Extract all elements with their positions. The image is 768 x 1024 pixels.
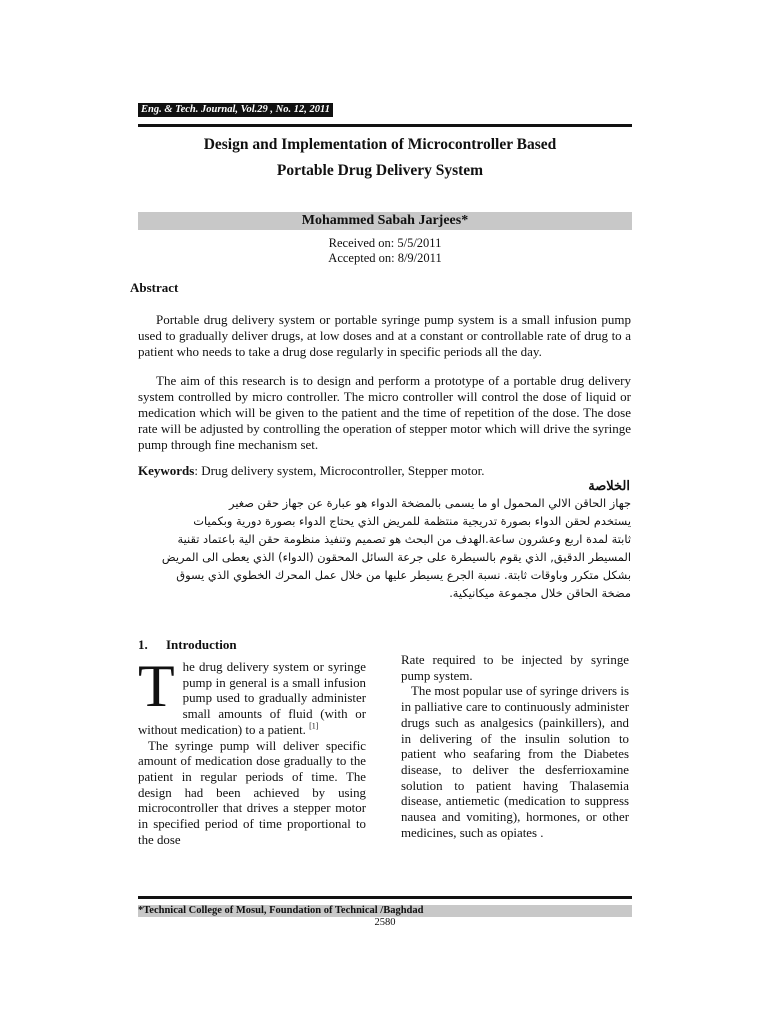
introduction-heading	[138, 637, 237, 653]
author-bar	[138, 212, 632, 230]
journal-header: Eng. & Tech. Journal, Vol.29 , No. 12, 2011	[138, 103, 333, 117]
abstract-paragraph-2: The aim of this research is to design and perform a prototype of a portable drug delivery system controlled by micro controller. The micro controller will control the dose of liquid or medication which will be given to the patient and the time of repetition of the dose. The dose rate will be adjusted by controlling the operation of stepper motor which will drive the syringe pump through fine mechanism set.	[138, 373, 631, 452]
abstract-heading: Abstract	[130, 280, 179, 295]
section-number: 1.	[138, 637, 148, 652]
arabic-line: بشكل متكرر وباوقات ثابتة. نسبة الجرع يسيطر عليها من خلال عمل المحرك الخطوي الذي يسوق	[176, 568, 631, 582]
intro-right-column	[401, 653, 629, 841]
page-number: 2580	[374, 917, 396, 928]
paper-title-line-2: Portable Drug Delivery System	[276, 162, 484, 179]
arabic-line: المسيطر الدقيق, الذي يقوم بالسيطرة على جرعة السائل المحقون (الدواء) الذي يعطى الى المريض	[161, 550, 631, 564]
header-rule	[138, 124, 632, 127]
arabic-line: جهاز الحاقن الالي المحمول او ما يسمى بالمضخة الدواء هو عبارة عن جهاز حقن صغير	[229, 496, 631, 510]
intro-right-paragraph-2: The most popular use of syringe drivers is in palliative care to continuously administer drugs such as analgesics (painkillers), and in delivering of the insulin solution to patient who seafaring from the Diabetes disease, to deliver the desferrioxamine solution to patient having Thalasemia disease, antiemetic (medication to suppress nausea and vomiting), hormones, or other medicines, such as opiates .	[401, 684, 629, 840]
footer-bar	[138, 905, 632, 917]
abstract-paragraph-1: Portable drug delivery system or portable syringe pump system is a small infusion pump used to gradually deliver drugs, at low doses and at a constant or controllable rate of drug to a patient who needs to take a drug dose regularly in specific periods all the day.	[138, 312, 631, 359]
footer-rule	[138, 896, 632, 899]
received-date: Received on: 5/5/2011	[328, 236, 442, 250]
arabic-line: يستخدم لحقن الدواء بصورة تدريجية منتظمة للمريض الذي يحتاج الدواء بصورة دورية وبكميات	[193, 514, 631, 528]
keywords-label: Keywords	[138, 463, 195, 478]
arabic-line: ثابتة لمدة اربع وعشرون ساعة.الهدف من البحث هو تصميم وتنفيذ منظومة حقن الية باعتماد تقنية	[177, 532, 631, 546]
arabic-abstract-heading: الخلاصة	[588, 478, 630, 493]
intro-left-column	[138, 653, 366, 848]
drop-cap: T	[138, 653, 175, 719]
paper-title-line-1: Design and Implementation of Microcontroller Based	[203, 136, 557, 153]
keywords-line	[138, 463, 484, 479]
accepted-date: Accepted on: 8/9/2011	[328, 251, 442, 265]
reference-marker: [1]	[309, 721, 319, 731]
arabic-abstract	[138, 494, 631, 602]
intro-lead-text: he drug delivery system or syringe pump in general is a small infusion pump used to gradually administer small amounts of fluid (with or without medication) to a patient.	[138, 660, 366, 737]
intro-right-paragraph-1: Rate required to be injected by syringe pump system.	[401, 653, 629, 683]
arabic-line: مضخة الحاقن خلال مجموعة ميكانيكية.	[449, 586, 631, 600]
affiliation-note: *Technical College of Mosul, Foundation of Technical /Baghdad	[138, 905, 424, 916]
author-name: Mohammed Sabah Jarjees*	[301, 213, 469, 228]
keywords-list: : Drug delivery system, Microcontroller, Stepper motor.	[194, 463, 485, 478]
section-title: Introduction	[166, 637, 237, 652]
intro-left-paragraph-2: The syringe pump will deliver specific amount of medication dose gradually to the patient in regular periods of time. The design had been achieved by using microcontroller that drives a stepper motor in specified period of time proportional to the dose	[138, 738, 366, 847]
